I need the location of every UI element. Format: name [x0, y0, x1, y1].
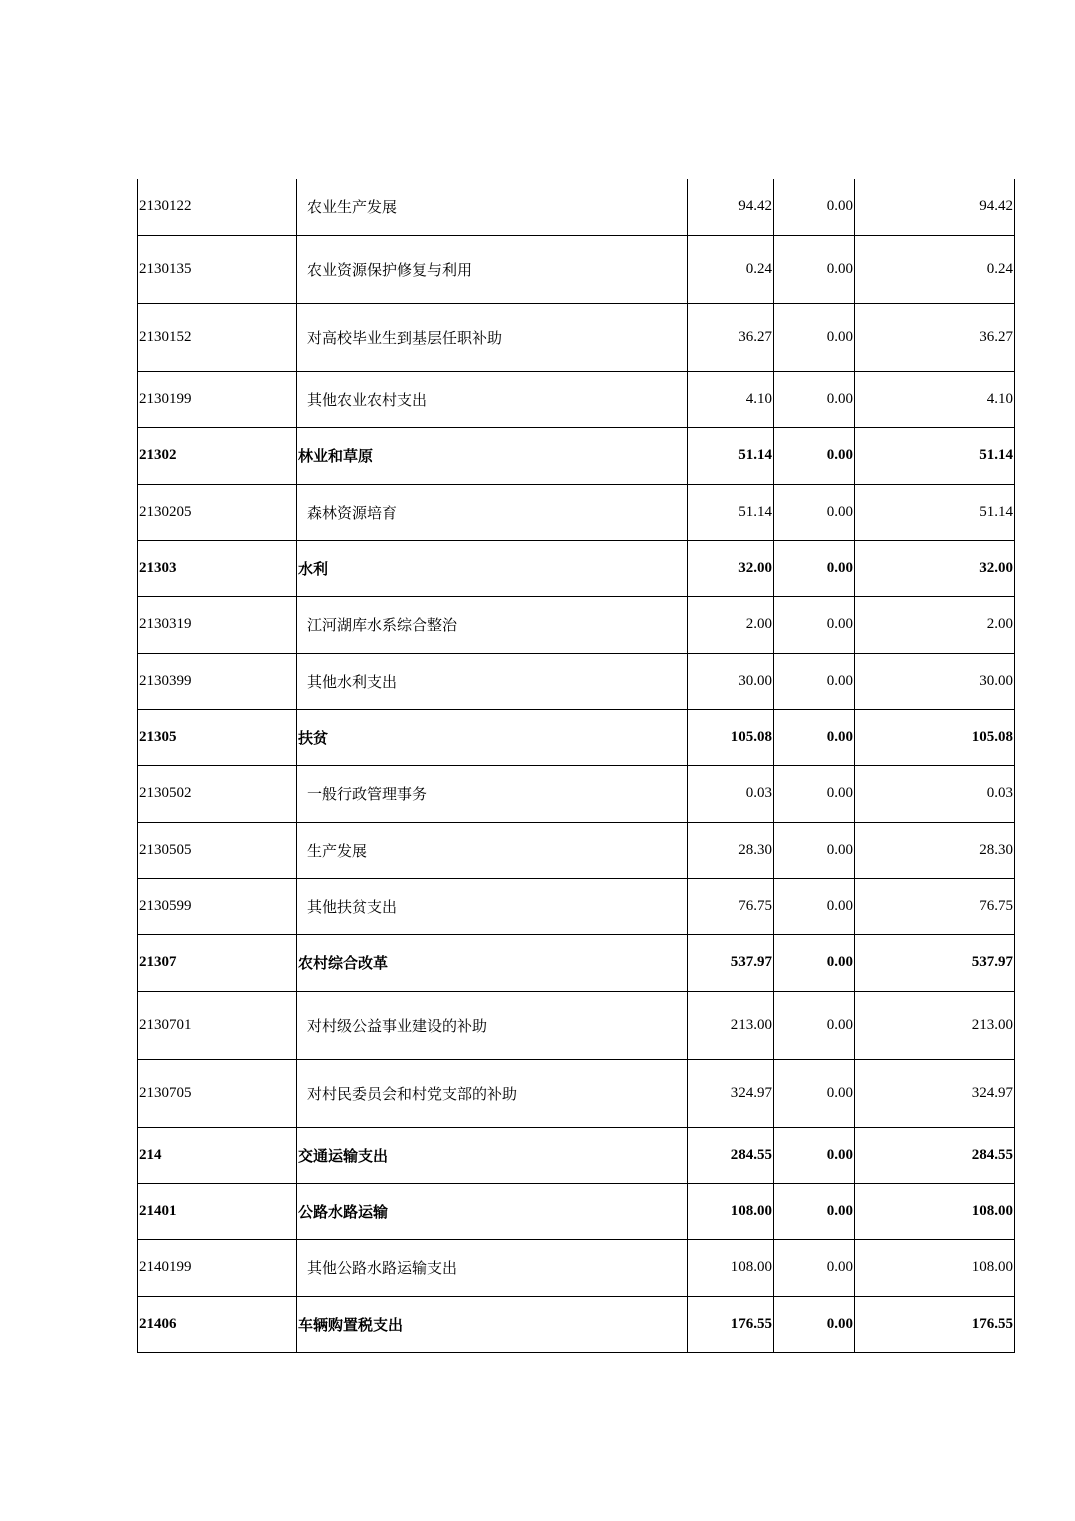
row-amount-total: 324.97	[688, 1059, 774, 1127]
row-code: 2130152	[138, 303, 297, 371]
row-amount-total: 0.03	[688, 765, 774, 822]
row-amount-project: 108.00	[855, 1239, 1015, 1296]
table-row	[138, 596, 1015, 653]
row-amount-project: 0.24	[855, 235, 1015, 303]
row-amount-basic: 0.00	[774, 765, 855, 822]
row-code: 2140199	[138, 1239, 297, 1296]
row-amount-project: 2.00	[855, 596, 1015, 653]
row-amount-project: 105.08	[855, 709, 1015, 765]
row-amount-project: 537.97	[855, 934, 1015, 991]
table-row	[138, 1127, 1015, 1183]
row-amount-project: 0.03	[855, 765, 1015, 822]
row-amount-total: 36.27	[688, 303, 774, 371]
row-name: 扶贫	[297, 709, 688, 765]
row-name: 森林资源培育	[297, 484, 688, 540]
table-body	[138, 179, 1015, 1352]
table-row	[138, 235, 1015, 303]
table-row	[138, 1296, 1015, 1352]
row-amount-basic: 0.00	[774, 235, 855, 303]
row-amount-total: 51.14	[688, 427, 774, 484]
row-amount-project: 32.00	[855, 540, 1015, 596]
row-code: 2130599	[138, 878, 297, 934]
row-code: 2130199	[138, 371, 297, 427]
row-code: 2130505	[138, 822, 297, 878]
row-amount-total: 108.00	[688, 1183, 774, 1239]
row-name: 农村综合改革	[297, 934, 688, 991]
row-amount-basic: 0.00	[774, 1127, 855, 1183]
row-amount-basic: 0.00	[774, 179, 855, 235]
table-row	[138, 179, 1015, 235]
row-amount-project: 76.75	[855, 878, 1015, 934]
table-row	[138, 653, 1015, 709]
table-row	[138, 765, 1015, 822]
row-amount-basic: 0.00	[774, 427, 855, 484]
table-row	[138, 540, 1015, 596]
row-amount-total: 51.14	[688, 484, 774, 540]
row-code: 21305	[138, 709, 297, 765]
budget-table	[137, 179, 1015, 1353]
row-code: 2130701	[138, 991, 297, 1059]
row-amount-basic: 0.00	[774, 991, 855, 1059]
row-amount-basic: 0.00	[774, 484, 855, 540]
row-code: 2130122	[138, 179, 297, 235]
table-row	[138, 991, 1015, 1059]
row-name: 水利	[297, 540, 688, 596]
row-amount-total: 213.00	[688, 991, 774, 1059]
row-amount-project: 51.14	[855, 484, 1015, 540]
row-amount-project: 51.14	[855, 427, 1015, 484]
row-name: 车辆购置税支出	[297, 1296, 688, 1352]
row-name: 江河湖库水系综合整治	[297, 596, 688, 653]
row-name: 对村民委员会和村党支部的补助	[297, 1059, 688, 1127]
row-amount-total: 94.42	[688, 179, 774, 235]
table-row	[138, 427, 1015, 484]
row-code: 2130319	[138, 596, 297, 653]
row-amount-basic: 0.00	[774, 878, 855, 934]
row-amount-total: 105.08	[688, 709, 774, 765]
row-name: 农业生产发展	[297, 179, 688, 235]
row-amount-project: 176.55	[855, 1296, 1015, 1352]
row-amount-basic: 0.00	[774, 540, 855, 596]
row-amount-project: 94.42	[855, 179, 1015, 235]
row-amount-total: 32.00	[688, 540, 774, 596]
row-code: 2130705	[138, 1059, 297, 1127]
row-code: 21303	[138, 540, 297, 596]
row-code: 21302	[138, 427, 297, 484]
table-row	[138, 1239, 1015, 1296]
row-amount-basic: 0.00	[774, 596, 855, 653]
row-name: 其他扶贫支出	[297, 878, 688, 934]
row-amount-total: 108.00	[688, 1239, 774, 1296]
row-name: 对高校毕业生到基层任职补助	[297, 303, 688, 371]
row-code: 21401	[138, 1183, 297, 1239]
row-amount-project: 108.00	[855, 1183, 1015, 1239]
row-amount-basic: 0.00	[774, 1239, 855, 1296]
row-amount-project: 28.30	[855, 822, 1015, 878]
row-name: 农业资源保护修复与利用	[297, 235, 688, 303]
row-name: 交通运输支出	[297, 1127, 688, 1183]
table-row	[138, 878, 1015, 934]
row-amount-basic: 0.00	[774, 371, 855, 427]
row-name: 对村级公益事业建设的补助	[297, 991, 688, 1059]
row-amount-project: 30.00	[855, 653, 1015, 709]
table-row	[138, 484, 1015, 540]
row-name: 公路水路运输	[297, 1183, 688, 1239]
row-amount-total: 76.75	[688, 878, 774, 934]
table-row	[138, 709, 1015, 765]
row-amount-project: 284.55	[855, 1127, 1015, 1183]
row-amount-total: 28.30	[688, 822, 774, 878]
row-code: 21406	[138, 1296, 297, 1352]
row-amount-basic: 0.00	[774, 934, 855, 991]
row-name: 其他水利支出	[297, 653, 688, 709]
row-name: 其他公路水路运输支出	[297, 1239, 688, 1296]
row-amount-total: 176.55	[688, 1296, 774, 1352]
row-amount-basic: 0.00	[774, 653, 855, 709]
row-amount-project: 324.97	[855, 1059, 1015, 1127]
row-name: 生产发展	[297, 822, 688, 878]
row-code: 2130135	[138, 235, 297, 303]
row-amount-basic: 0.00	[774, 1183, 855, 1239]
row-code: 214	[138, 1127, 297, 1183]
row-name: 其他农业农村支出	[297, 371, 688, 427]
row-amount-project: 213.00	[855, 991, 1015, 1059]
row-name: 林业和草原	[297, 427, 688, 484]
table-row	[138, 1183, 1015, 1239]
row-amount-basic: 0.00	[774, 822, 855, 878]
row-amount-total: 284.55	[688, 1127, 774, 1183]
row-amount-basic: 0.00	[774, 303, 855, 371]
row-amount-basic: 0.00	[774, 1296, 855, 1352]
row-amount-total: 30.00	[688, 653, 774, 709]
row-code: 2130399	[138, 653, 297, 709]
row-code: 21307	[138, 934, 297, 991]
row-amount-total: 2.00	[688, 596, 774, 653]
row-amount-total: 4.10	[688, 371, 774, 427]
table-row	[138, 371, 1015, 427]
table-row	[138, 303, 1015, 371]
row-amount-basic: 0.00	[774, 709, 855, 765]
row-amount-total: 537.97	[688, 934, 774, 991]
row-amount-project: 4.10	[855, 371, 1015, 427]
row-code: 2130502	[138, 765, 297, 822]
row-amount-total: 0.24	[688, 235, 774, 303]
row-code: 2130205	[138, 484, 297, 540]
row-amount-project: 36.27	[855, 303, 1015, 371]
row-amount-basic: 0.00	[774, 1059, 855, 1127]
table-row	[138, 822, 1015, 878]
table-row	[138, 934, 1015, 991]
table-row	[138, 1059, 1015, 1127]
row-name: 一般行政管理事务	[297, 765, 688, 822]
